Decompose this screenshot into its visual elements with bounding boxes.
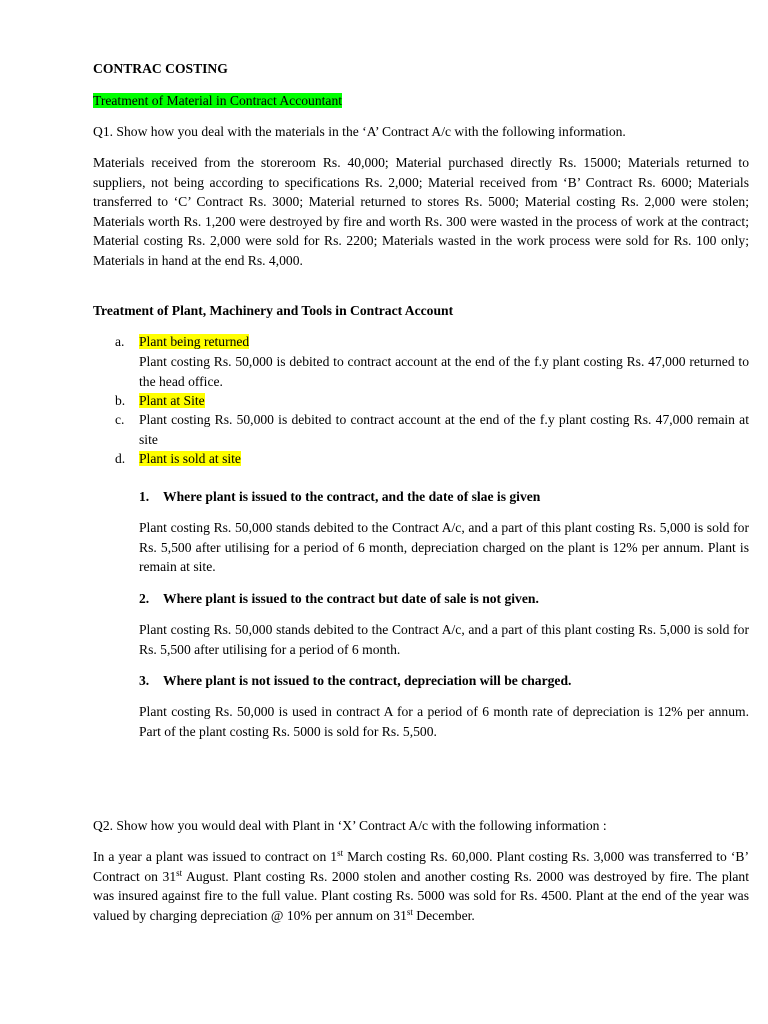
plant-heading: Treatment of Plant, Machinery and Tools in Contract Account [93,303,454,318]
q2-body-part-1: In a year a plant was issued to contract on 1 [93,849,338,864]
page-title: CONTRAC COSTING [93,61,228,76]
q2-body [93,847,749,925]
case-2-heading: Where plant is issued to the contract but date of sale is not given. [163,591,539,606]
q1-body: Materials received from the storeroom Rs. 40,000; Material purchased directly Rs. 15000; Materials returned to suppliers, not being according to specifications Rs. 2,000; Material received from ‘B’ Contract Rs. 6000; Materials transferred to ‘C’ Contract Rs. 3000; Material returned to stores Rs. 5000; Material costing Rs. 2,000 were stolen; Materials worth Rs. 1,200 were destroyed by fire and worth Rs. 300 were wasted in the process of work at the contract; Material costing Rs. 2,000 were sold for Rs. 2200; Materials wasted in the work process were sold for Rs. 100 only; Materials in hand at the end Rs. 4,000. [93,155,749,268]
case-1-heading: Where plant is issued to the contract, and the date of slae is given [163,489,541,504]
list-item-c: Plant costing Rs. 50,000 is debited to contract account at the end of the f.y plant costing Rs. 47,000 remain at site [139,412,749,447]
list-marker-d: d. [115,451,126,466]
list-item-a [139,332,749,352]
material-heading [93,91,749,111]
case-1-number: 1. [139,489,150,504]
q1-question: Q1. Show how you deal with the materials in the ‘A’ Contract A/c with the following information. [93,124,626,139]
case-3-number: 3. [139,673,150,688]
list-marker-a: a. [115,334,125,349]
list-item-a-text: Plant costing Rs. 50,000 is debited to contract account at the end of the f.y plant costing Rs. 47,000 returned to the head office. [139,354,749,389]
q2-body-part-4: December. [412,907,475,923]
q2-question: Q2. Show how you would deal with Plant in ‘X’ Contract A/c with the following information : [93,818,607,833]
q2-sup-2: st [176,867,183,878]
q2-sup-1: st [337,848,344,858]
list-item-d [139,449,749,469]
q2-sup-3: st [406,906,413,917]
case-2-number: 2. [139,591,150,606]
list-item-d-label: Plant is sold at site [139,451,241,466]
list-item-a-label: Plant being returned [139,334,250,349]
case-2-text: Plant costing Rs. 50,000 stands debited to the Contract A/c, and a part of this plant costing Rs. 5,000 is sold for Rs. 5,500 after utilising for a period of 6 month. [139,622,749,657]
material-heading-text: Treatment of Material in Contract Accountant [93,93,343,108]
list-marker-c: c. [115,412,125,427]
case-1-text: Plant costing Rs. 50,000 stands debited to the Contract A/c, and a part of this plant costing Rs. 5,000 is sold for Rs. 5,500 after utilising for a period of 6 month, depreciation charged on the plant is 12% per annum. Plant is remain at site. [139,520,749,575]
q2-body-part-3: August. Plant costing Rs. 2000 stolen and another costing Rs. 2000 was destroyed by fire. The plant was insured against fire to the full value. Plant costing Rs. 5000 was sold for Rs. 4500. Plant at the end of the year was valued by charging depreciation @ 10% per annum on 31 [93,868,749,923]
case-3-heading: Where plant is not issued to the contract, depreciation will be charged. [163,673,572,688]
list-item-b-label: Plant at Site [139,393,205,408]
list-item-b [139,391,749,411]
q2-body-part-2: March costing Rs. 60,000. Plant costing Rs. 3,000 was transferred to ‘B’ Contract on 31 [93,849,749,884]
case-3-text: Plant costing Rs. 50,000 is used in contract A for a period of 6 month rate of depreciation is 12% per annum. Part of the plant costing Rs. 5000 is sold for Rs. 5,500. [139,704,749,739]
list-marker-b: b. [115,393,126,408]
